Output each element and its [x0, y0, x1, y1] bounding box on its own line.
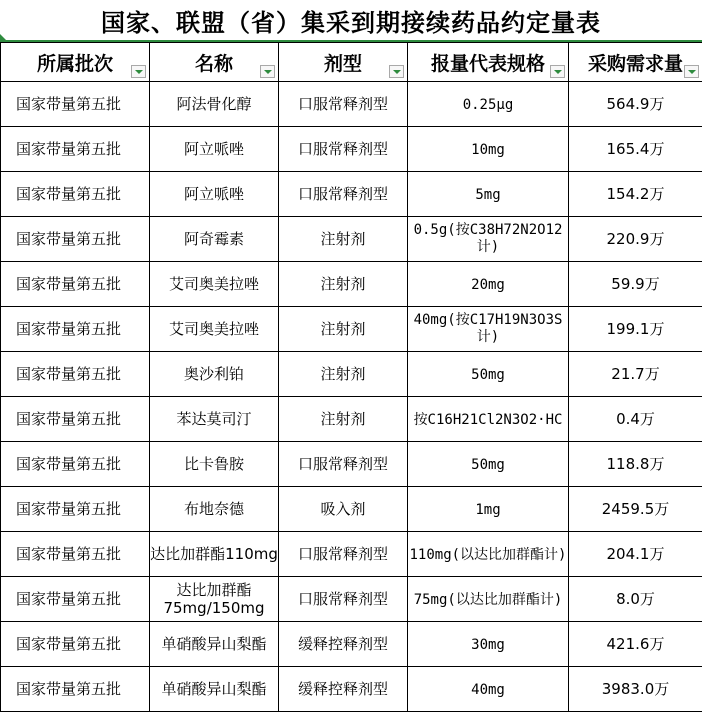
cell-drug-name-text: 比卡鲁胺 — [183, 455, 244, 473]
filter-dropdown-icon[interactable] — [389, 65, 404, 78]
cell-drug-name[interactable] — [150, 217, 279, 262]
cell-drug-name[interactable] — [150, 442, 279, 487]
sheet-title: 国家、联盟（省）集采到期接续药品约定量表 — [101, 8, 601, 37]
cell-spec[interactable] — [408, 667, 569, 712]
cell-demand[interactable] — [569, 217, 702, 262]
cell-demand[interactable] — [569, 577, 702, 622]
cell-batch-text: 国家带量第五批 — [16, 635, 122, 653]
filter-dropdown-icon[interactable] — [260, 65, 275, 78]
cell-demand[interactable] — [569, 397, 702, 442]
cell-spec-text: 5mg — [475, 186, 501, 203]
table-row — [1, 622, 702, 667]
cell-demand[interactable] — [569, 127, 702, 172]
cell-spec-text: 50mg — [471, 456, 505, 473]
cell-demand-text: 3983.0万 — [601, 680, 670, 698]
cell-demand-text: 154.2万 — [606, 185, 665, 203]
cell-batch-text: 国家带量第五批 — [16, 410, 122, 428]
cell-dosage-form[interactable] — [279, 667, 408, 712]
table-row — [1, 442, 702, 487]
cell-dosage-form-text: 注射剂 — [320, 320, 366, 338]
cell-demand[interactable] — [569, 487, 702, 532]
cell-spec[interactable] — [408, 397, 569, 442]
cell-spec[interactable] — [408, 532, 569, 577]
cell-batch[interactable] — [1, 217, 150, 262]
cell-spec-text: 40mg(按C17H19N3O3S计) — [413, 312, 563, 345]
cell-batch-text: 国家带量第五批 — [16, 455, 122, 473]
cell-spec[interactable] — [408, 262, 569, 307]
cell-batch-text: 国家带量第五批 — [16, 365, 122, 383]
table-row — [1, 577, 702, 622]
cell-batch[interactable] — [1, 172, 150, 217]
filter-dropdown-icon[interactable] — [131, 65, 146, 78]
cell-dosage-form[interactable] — [279, 397, 408, 442]
cell-dosage-form-text: 口服常释剂型 — [297, 140, 388, 158]
table-row — [1, 82, 702, 127]
cell-drug-name-text: 苯达莫司汀 — [176, 410, 252, 428]
cell-spec[interactable] — [408, 622, 569, 667]
cell-spec[interactable] — [408, 487, 569, 532]
cell-dosage-form-text: 口服常释剂型 — [297, 545, 388, 563]
cell-drug-name-text: 艾司奥美拉唑 — [168, 320, 259, 338]
cell-demand-text: 118.8万 — [606, 455, 665, 473]
cell-dosage-form-text: 口服常释剂型 — [297, 95, 388, 113]
cell-demand-text: 199.1万 — [606, 320, 665, 338]
cell-demand[interactable] — [569, 532, 702, 577]
cell-dosage-form[interactable] — [279, 217, 408, 262]
cell-spec[interactable] — [408, 577, 569, 622]
cell-demand-text: 220.9万 — [606, 230, 665, 248]
cell-batch[interactable] — [1, 82, 150, 127]
filter-dropdown-icon[interactable] — [550, 65, 565, 78]
cell-demand[interactable] — [569, 82, 702, 127]
cell-demand[interactable] — [569, 352, 702, 397]
cell-dosage-form-text: 注射剂 — [320, 230, 366, 248]
header-name[interactable] — [150, 43, 279, 82]
cell-spec-text: 40mg — [471, 681, 505, 698]
cell-batch[interactable] — [1, 352, 150, 397]
table-row — [1, 667, 702, 712]
cell-drug-name[interactable] — [150, 127, 279, 172]
cell-dosage-form-text: 口服常释剂型 — [297, 590, 388, 608]
table-row — [1, 217, 702, 262]
cell-dosage-form-text: 注射剂 — [320, 365, 366, 383]
cell-demand-text: 8.0万 — [616, 590, 655, 608]
cell-dosage-form[interactable] — [279, 307, 408, 352]
cell-dosage-form[interactable] — [279, 442, 408, 487]
cell-drug-name-text: 阿立哌唑 — [183, 140, 244, 158]
filter-dropdown-icon[interactable] — [684, 65, 699, 78]
cell-dosage-form[interactable] — [279, 532, 408, 577]
cell-spec-text: 50mg — [471, 366, 505, 383]
cell-spec[interactable] — [408, 82, 569, 127]
cell-dosage-form-text: 缓释控释剂型 — [297, 680, 388, 698]
cell-drug-name-text: 阿法骨化醇 — [176, 95, 252, 113]
cell-batch[interactable] — [1, 487, 150, 532]
cell-demand[interactable] — [569, 622, 702, 667]
cell-demand[interactable] — [569, 307, 702, 352]
cell-dosage-form[interactable] — [279, 577, 408, 622]
cell-spec-text: 10mg — [471, 141, 505, 158]
table-row — [1, 262, 702, 307]
cell-batch[interactable] — [1, 127, 150, 172]
cell-drug-name-text: 艾司奥美拉唑 — [168, 275, 259, 293]
cell-dosage-form-text: 注射剂 — [320, 275, 366, 293]
cell-spec[interactable] — [408, 127, 569, 172]
cell-batch-text: 国家带量第五批 — [16, 320, 122, 338]
cell-dosage-form-text: 注射剂 — [320, 410, 366, 428]
cell-dosage-form[interactable] — [279, 262, 408, 307]
cell-drug-name-text: 单硝酸异山梨酯 — [161, 680, 267, 698]
header-label: 所属批次 — [36, 52, 113, 75]
table-row — [1, 172, 702, 217]
cell-drug-name[interactable] — [150, 532, 279, 577]
cell-drug-name[interactable] — [150, 82, 279, 127]
cell-drug-name[interactable] — [150, 577, 279, 622]
cell-spec[interactable] — [408, 172, 569, 217]
cell-batch[interactable] — [1, 532, 150, 577]
cell-demand[interactable] — [569, 442, 702, 487]
cell-batch[interactable] — [1, 397, 150, 442]
cell-dosage-form[interactable] — [279, 487, 408, 532]
cell-batch-text: 国家带量第五批 — [16, 185, 122, 203]
cell-demand[interactable] — [569, 262, 702, 307]
cell-spec[interactable] — [408, 442, 569, 487]
cell-drug-name-text: 阿立哌唑 — [183, 185, 244, 203]
header-demand[interactable] — [569, 43, 702, 82]
cell-batch-text: 国家带量第五批 — [16, 230, 122, 248]
cell-drug-name[interactable] — [150, 172, 279, 217]
cell-drug-name-text: 达比加群酯75mg/150mg — [163, 581, 265, 617]
table-row — [1, 352, 702, 397]
table-row — [1, 307, 702, 352]
cell-drug-name-text: 阿奇霉素 — [183, 230, 244, 248]
cell-batch[interactable] — [1, 262, 150, 307]
cell-marker-icon — [0, 34, 6, 40]
cell-spec[interactable] — [408, 352, 569, 397]
cell-spec-text: 20mg — [471, 276, 505, 293]
header-spec[interactable] — [408, 43, 569, 82]
cell-spec-text: 0.5g(按C38H72N2O12计) — [413, 222, 563, 255]
cell-demand-text: 564.9万 — [606, 95, 665, 113]
cell-spec-text: 按C16H21Cl2N3O2·HC — [413, 411, 563, 428]
cell-spec-text: 0.25μg — [462, 96, 514, 113]
header-label: 采购需求量 — [587, 52, 683, 75]
cell-drug-name-text: 达比加群酯110mg — [150, 545, 278, 563]
header-batch[interactable] — [1, 43, 150, 82]
cell-demand-text: 59.9万 — [611, 275, 660, 293]
cell-demand-text: 0.4万 — [616, 410, 655, 428]
cell-drug-name-text: 奥沙利铂 — [183, 365, 244, 383]
header-label: 报量代表规格 — [430, 52, 545, 75]
drug-volume-table — [0, 42, 702, 712]
sheet-title-cell[interactable] — [0, 0, 702, 42]
table-row — [1, 532, 702, 577]
cell-drug-name[interactable] — [150, 352, 279, 397]
header-label: 剂型 — [323, 52, 362, 75]
cell-demand[interactable] — [569, 172, 702, 217]
header-row — [1, 43, 702, 82]
cell-demand-text: 421.6万 — [606, 635, 665, 653]
cell-dosage-form-text: 口服常释剂型 — [297, 185, 388, 203]
cell-batch-text: 国家带量第五批 — [16, 590, 122, 608]
cell-batch-text: 国家带量第五批 — [16, 500, 122, 518]
cell-spec-text: 75mg(以达比加群酯计) — [413, 591, 563, 608]
cell-batch-text: 国家带量第五批 — [16, 275, 122, 293]
cell-dosage-form-text: 口服常释剂型 — [297, 455, 388, 473]
cell-batch-text: 国家带量第五批 — [16, 680, 122, 698]
table-row — [1, 397, 702, 442]
cell-drug-name-text: 布地奈德 — [183, 500, 244, 518]
cell-demand-text: 21.7万 — [611, 365, 660, 383]
cell-batch[interactable] — [1, 577, 150, 622]
cell-demand[interactable] — [569, 667, 702, 712]
cell-spec[interactable] — [408, 307, 569, 352]
table-row — [1, 487, 702, 532]
cell-dosage-form[interactable] — [279, 82, 408, 127]
cell-dosage-form[interactable] — [279, 172, 408, 217]
cell-dosage-form-text: 吸入剂 — [320, 500, 366, 518]
cell-demand-text: 165.4万 — [606, 140, 665, 158]
cell-demand-text: 204.1万 — [606, 545, 665, 563]
cell-drug-name-text: 单硝酸异山梨酯 — [161, 635, 267, 653]
cell-batch-text: 国家带量第五批 — [16, 95, 122, 113]
cell-spec-text: 30mg — [471, 636, 505, 653]
table-body — [1, 82, 702, 712]
cell-dosage-form-text: 缓释控释剂型 — [297, 635, 388, 653]
cell-drug-name[interactable] — [150, 622, 279, 667]
cell-dosage-form[interactable] — [279, 352, 408, 397]
cell-drug-name[interactable] — [150, 262, 279, 307]
cell-batch[interactable] — [1, 667, 150, 712]
cell-spec-text: 1mg — [475, 501, 501, 518]
cell-drug-name[interactable] — [150, 307, 279, 352]
table-row — [1, 127, 702, 172]
header-form[interactable] — [279, 43, 408, 82]
cell-drug-name[interactable] — [150, 487, 279, 532]
cell-batch-text: 国家带量第五批 — [16, 545, 122, 563]
cell-batch-text: 国家带量第五批 — [16, 140, 122, 158]
cell-demand-text: 2459.5万 — [601, 500, 670, 518]
cell-dosage-form[interactable] — [279, 622, 408, 667]
cell-spec-text: 110mg(以达比加群酯计) — [409, 546, 567, 563]
cell-batch[interactable] — [1, 307, 150, 352]
cell-batch[interactable] — [1, 442, 150, 487]
cell-spec[interactable] — [408, 217, 569, 262]
header-label: 名称 — [194, 52, 233, 75]
cell-dosage-form[interactable] — [279, 127, 408, 172]
cell-batch[interactable] — [1, 622, 150, 667]
cell-drug-name[interactable] — [150, 667, 279, 712]
cell-drug-name[interactable] — [150, 397, 279, 442]
